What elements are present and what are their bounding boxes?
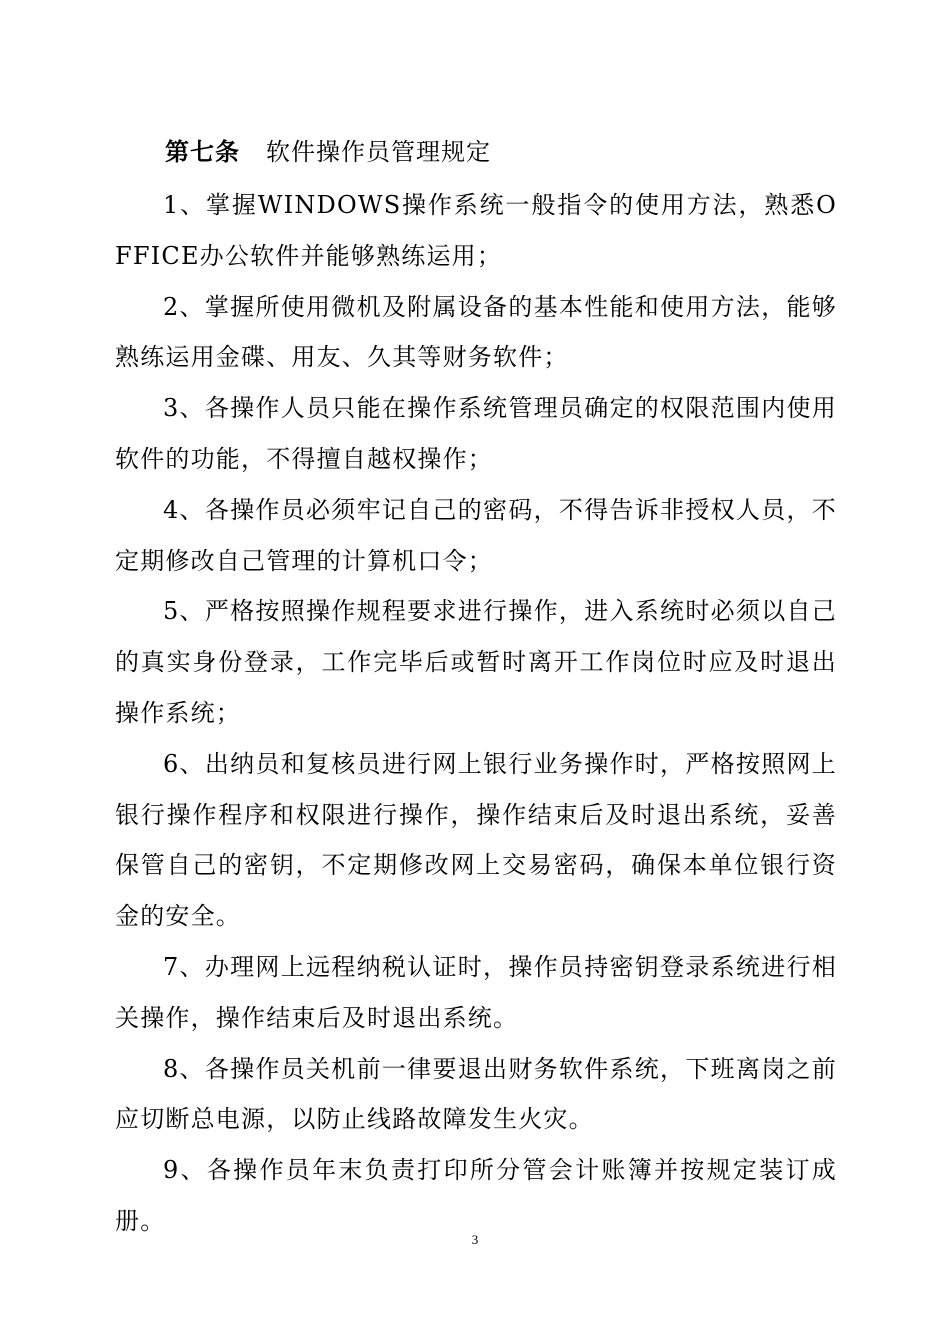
paragraph-2: 2、掌握所使用微机及附属设备的基本性能和使用方法，能够熟练运用金碟、用友、久其等财务软件； <box>115 292 837 372</box>
paragraph-7: 7、办理网上远程纳税认证时，操作员持密钥登录系统进行相关操作，操作结束后及时退出系统。 <box>115 952 837 1032</box>
article-body <box>115 180 837 1247</box>
paragraph-9: 9、各操作员年末负责打印所分管会计账簿并按规定装订成册。 <box>115 1156 837 1235</box>
paragraph-8: 8、各操作员关机前一律要退出财务软件系统，下班离岗之前应切断总电源，以防止线路故障发生火灾。 <box>115 1054 837 1134</box>
paragraph-3: 3、各操作人员只能在操作系统管理员确定的权限范围内使用软件的功能，不得擅自越权操作； <box>115 394 837 473</box>
paragraph-6: 6、出纳员和复核员进行网上银行业务操作时，严格按照网上银行操作程序和权限进行操作，操作结束后及时退出系统，妥善保管自己的密钥，不定期修改网上交易密码，确保本单位银行资金的安全。 <box>115 749 837 931</box>
article-number: 第七条 <box>165 137 240 166</box>
article-title: 软件操作员管理规定 <box>266 138 491 166</box>
paragraph-4: 4、各操作员必须牢记自己的密码，不得告诉非授权人员，不定期修改自己管理的计算机口令； <box>115 495 837 575</box>
page-number: 3 <box>471 1232 479 1247</box>
paragraph-5: 5、严格按照操作规程要求进行操作，进入系统时必须以自己的真实身份登录，工作完毕后或暂时离开工作岗位时应及时退出操作系统； <box>115 597 837 727</box>
section-heading <box>165 130 491 174</box>
paragraph-1: 1、掌握WINDOWS操作系统一般指令的使用方法，熟悉OFFICE办公软件并能够熟练运用； <box>115 191 837 270</box>
